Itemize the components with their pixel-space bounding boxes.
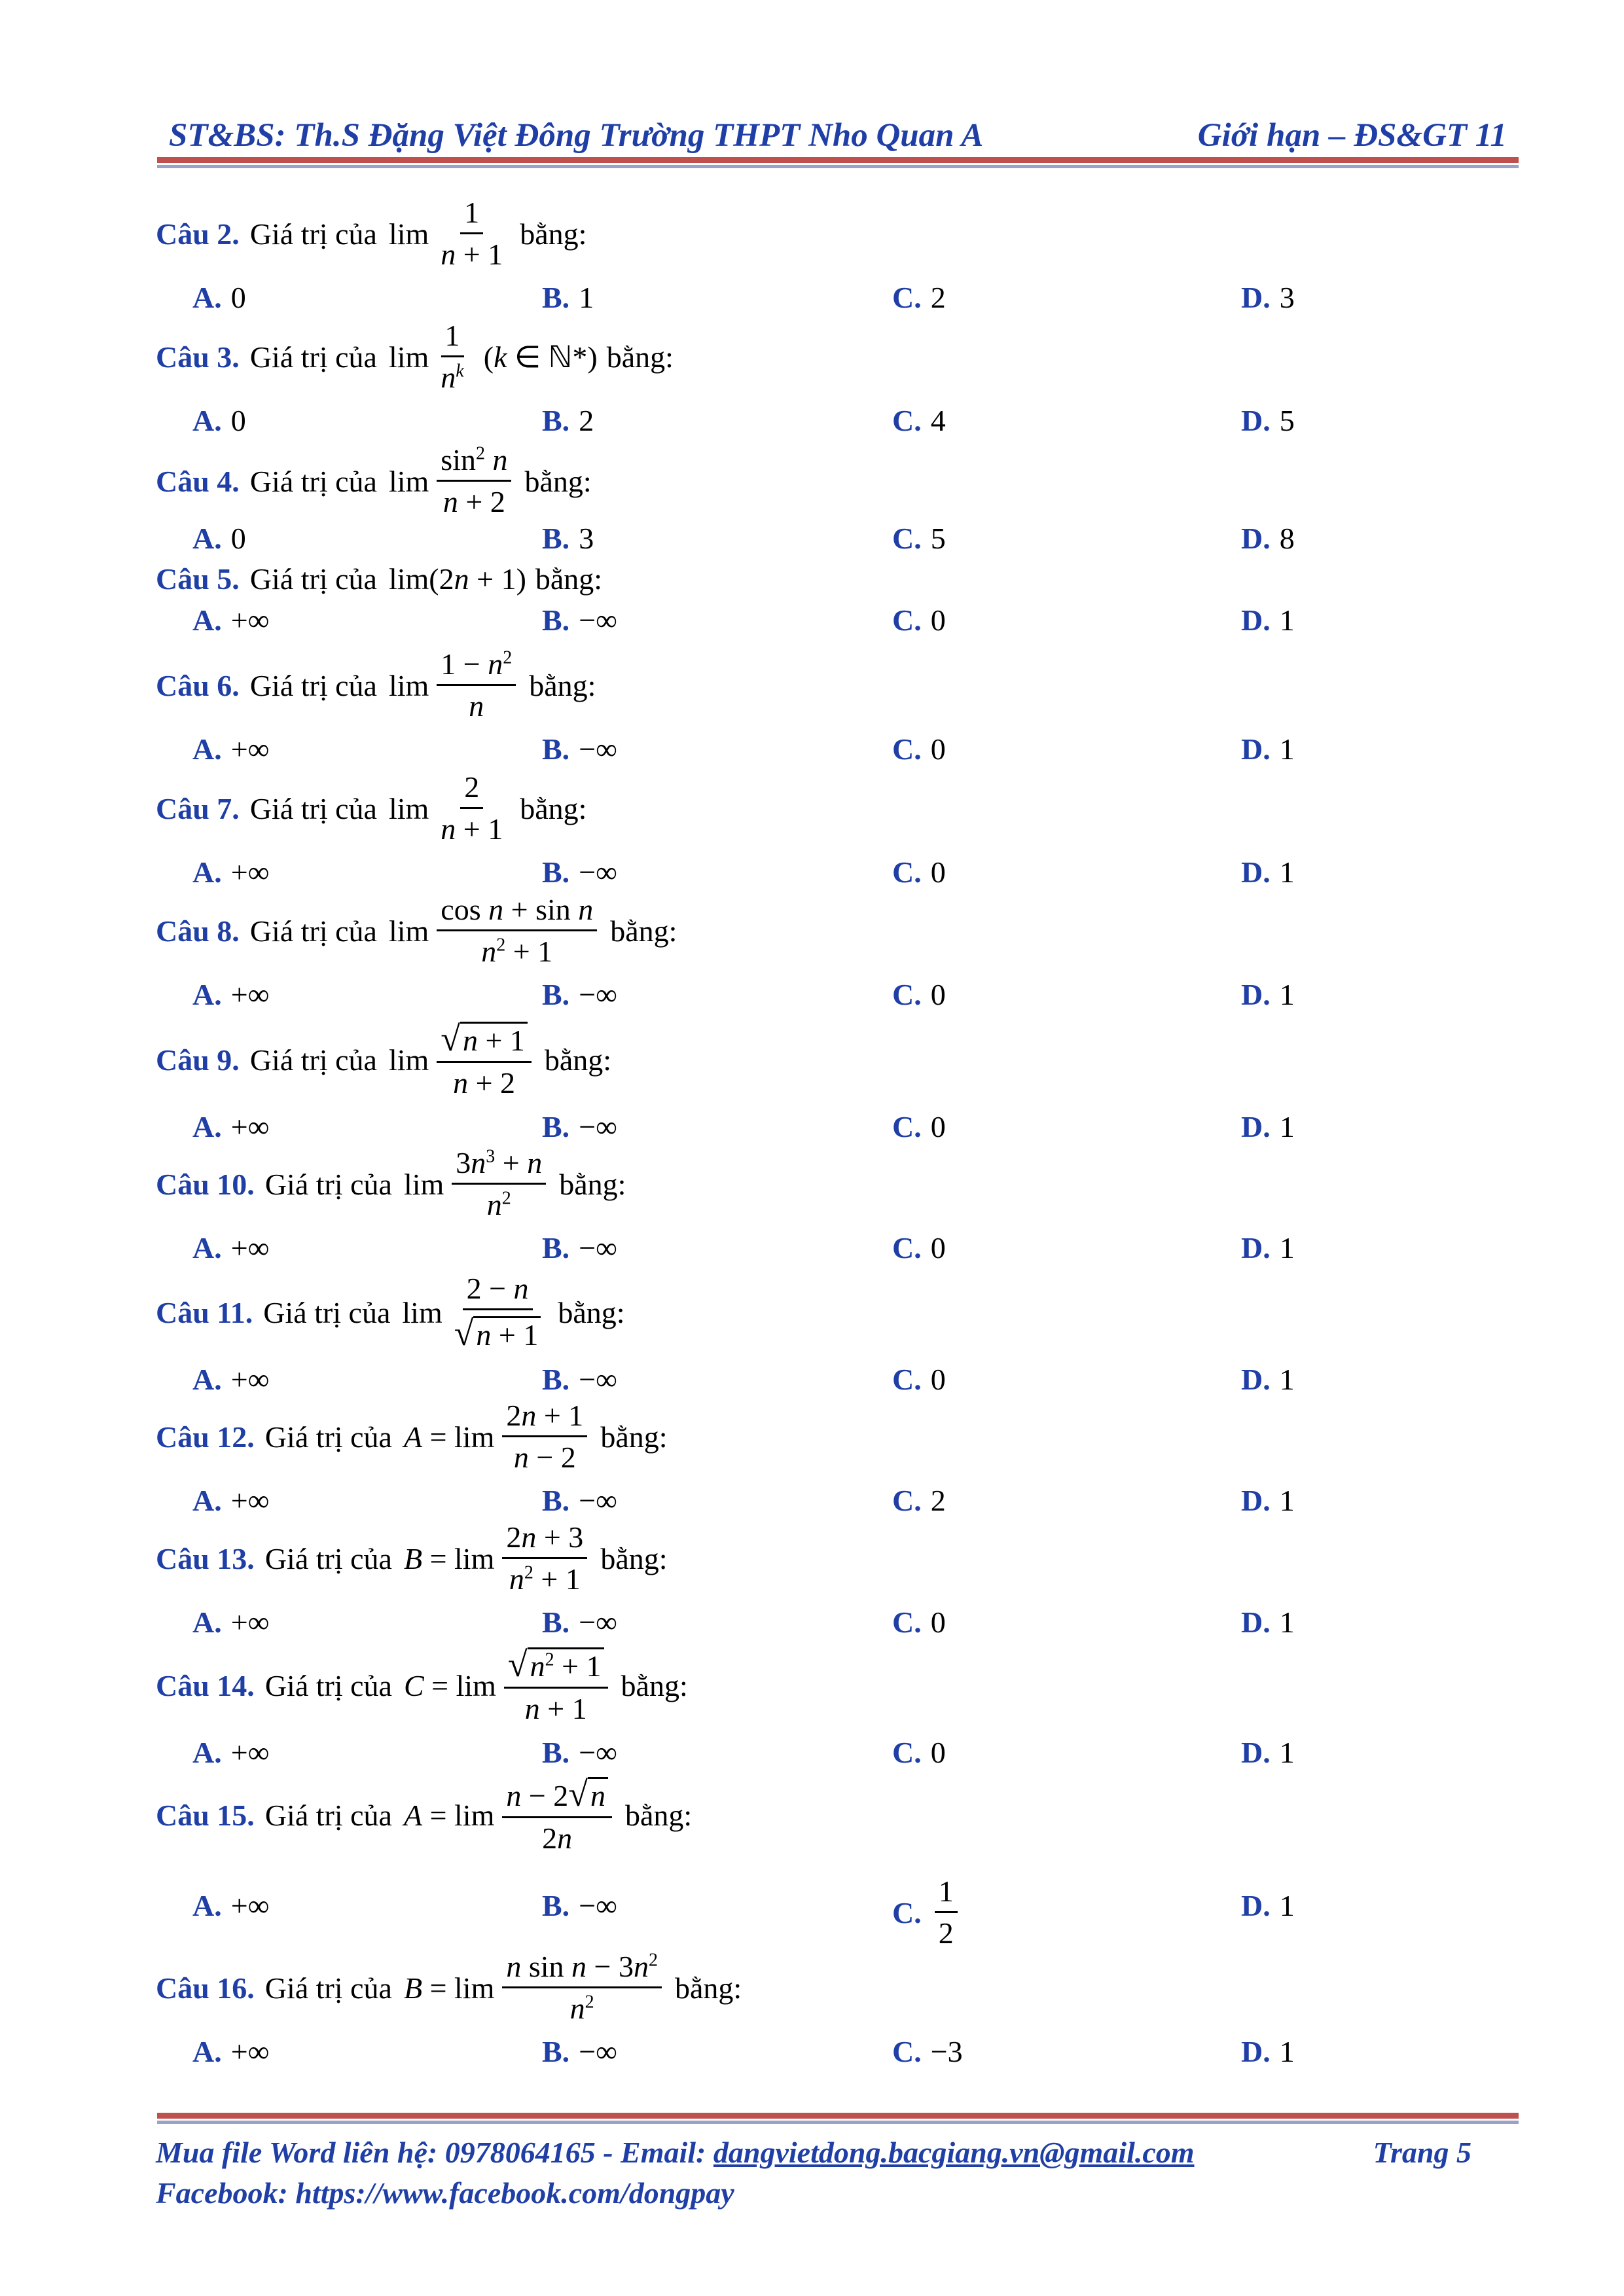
option-a[interactable]: A. +∞	[192, 1109, 270, 1143]
header-rule-secondary	[157, 165, 1519, 168]
question-label: Câu 15.	[156, 1798, 255, 1832]
option-a[interactable]: A. +∞	[192, 2035, 270, 2069]
question-label: Câu 7.	[156, 791, 240, 825]
question-label: Câu 9.	[156, 1043, 240, 1077]
option-b[interactable]: B. −∞	[542, 1362, 617, 1396]
question-text: Giá trị của	[249, 914, 377, 948]
footer-email-link[interactable]: dangvietdong.bacgiang.vn@gmail.com	[713, 2136, 1195, 2169]
option-c[interactable]: C. 0	[892, 1109, 946, 1143]
question-8	[156, 893, 1524, 1016]
question-text: Giá trị của	[249, 562, 377, 596]
question-formula: A = lim $\frac{n - 2√n}{2n}$	[404, 1775, 616, 1856]
question-tail: bằng:	[610, 914, 677, 948]
footer-facebook-link[interactable]: Facebook: https://www.facebook.com/dongpay	[156, 2176, 734, 2210]
option-c[interactable]: C. 0	[892, 1231, 946, 1265]
option-a[interactable]: A. +∞	[192, 1231, 270, 1265]
option-a[interactable]: A. +∞	[192, 1605, 270, 1640]
question-text: Giá trị của	[249, 1043, 377, 1077]
option-b[interactable]: B. −∞	[542, 1109, 617, 1143]
question-tail: bằng:	[520, 217, 587, 251]
question-formula: lim $\frac{1}{n^k}$ (k ∈ ℕ*)	[388, 319, 598, 394]
question-tail: bằng:	[559, 1167, 626, 1201]
question-13	[156, 1521, 1524, 1644]
header-author: ST&BS: Th.S Đặng Việt Đông Trường THPT Nho Quan A	[169, 117, 984, 154]
option-b[interactable]: B. −∞	[542, 978, 617, 1012]
option-d[interactable]: D. 1	[1241, 1735, 1295, 1769]
question-formula: B = lim $\frac{n \sin n - 3n^2}{n^2}$	[404, 1950, 666, 2025]
option-d[interactable]: D. 1	[1241, 1231, 1295, 1265]
question-4	[156, 444, 1524, 560]
question-label: Câu 2.	[156, 217, 240, 251]
option-d[interactable]: D. 1	[1241, 978, 1295, 1012]
question-text: Giá trị của	[264, 1798, 392, 1832]
question-5	[156, 562, 1524, 642]
question-tail: bằng:	[600, 1541, 668, 1575]
option-d[interactable]: D. 1	[1241, 603, 1295, 637]
question-text: Giá trị của	[249, 217, 377, 251]
page-header	[169, 110, 1507, 162]
question-text: Giá trị của	[264, 1668, 392, 1702]
option-b[interactable]: B. −∞	[542, 1735, 617, 1769]
option-d[interactable]: D. 1	[1241, 1484, 1295, 1518]
option-b[interactable]: B. −∞	[542, 2035, 617, 2069]
option-b[interactable]: B. −∞	[542, 1888, 617, 1922]
question-formula: lim $\frac{\sin^2 n}{n + 2}$	[389, 444, 516, 518]
question-tail: bằng:	[606, 340, 674, 374]
question-11	[156, 1272, 1524, 1401]
option-a[interactable]: A. +∞	[192, 732, 270, 766]
question-2	[156, 196, 1524, 319]
option-d[interactable]: D. 1	[1241, 855, 1295, 889]
question-7	[156, 771, 1524, 894]
option-c[interactable]: C. 0	[892, 1735, 946, 1769]
option-a[interactable]: A. +∞	[192, 1735, 270, 1769]
question-tail: bằng:	[600, 1420, 668, 1454]
question-10	[156, 1147, 1524, 1270]
question-text: Giá trị của	[249, 464, 377, 498]
option-c[interactable]: C. −3	[892, 2035, 963, 2069]
question-formula: A = lim $\frac{2n + 1}{n - 2}$	[404, 1399, 591, 1474]
question-3	[156, 319, 1524, 442]
question-label: Câu 3.	[156, 340, 240, 374]
footer-rule	[157, 2113, 1519, 2119]
question-label: Câu 8.	[156, 914, 240, 948]
question-label: Câu 12.	[156, 1420, 255, 1454]
option-a[interactable]: A. +∞	[192, 1362, 270, 1396]
option-d[interactable]: D. 1	[1241, 1109, 1295, 1143]
question-label: Câu 16.	[156, 1971, 255, 2005]
option-b[interactable]: B. −∞	[542, 1484, 617, 1518]
question-text: Giá trị của	[249, 340, 377, 374]
option-b[interactable]: B. −∞	[542, 855, 617, 889]
question-tail: bằng:	[558, 1295, 625, 1329]
question-text: Giá trị của	[264, 1167, 392, 1201]
header-rule	[157, 157, 1519, 163]
option-a[interactable]: A. 0	[192, 281, 246, 315]
question-formula: lim $\frac{\text{cos n + sin n}}{n^2 + 1}$	[389, 893, 601, 968]
question-formula: lim $\frac{√n + 1}{n + 2}$	[389, 1020, 535, 1100]
option-c[interactable]: C. 0	[892, 1362, 946, 1396]
option-a[interactable]: A. 0	[192, 404, 246, 438]
option-d[interactable]: D. 1	[1241, 1605, 1295, 1640]
question-label: Câu 10.	[156, 1167, 255, 1201]
question-text: Giá trị của	[264, 1420, 392, 1454]
question-16	[156, 1950, 1524, 2073]
option-a[interactable]: A. +∞	[192, 1484, 270, 1518]
option-d[interactable]: D. 5	[1241, 404, 1295, 438]
question-formula: C = lim $\frac{√n^2 + 1}{n + 1}$	[404, 1645, 612, 1726]
header-topic: Giới hạn – ĐS&GT 11	[1197, 117, 1507, 154]
option-b[interactable]: B. −∞	[542, 1605, 617, 1640]
question-formula: B = lim $\frac{2n + 3}{n^2 + 1}$	[404, 1521, 591, 1596]
option-a[interactable]: A. +∞	[192, 855, 270, 889]
page-footer	[156, 2135, 1471, 2216]
question-text: Giá trị của	[249, 791, 377, 825]
question-tail: bằng:	[535, 562, 603, 596]
option-d[interactable]: D. 1	[1241, 732, 1295, 766]
option-c[interactable]: C. 0	[892, 1605, 946, 1640]
question-text: Giá trị của	[263, 1295, 391, 1329]
question-formula: lim $\frac{2}{n + 1}$	[388, 770, 503, 846]
page-number: Trang 5	[1373, 2136, 1471, 2169]
question-label: Câu 4.	[156, 464, 240, 498]
option-c[interactable]: C. 2	[892, 1484, 946, 1518]
option-d[interactable]: D. 8	[1241, 522, 1295, 556]
option-c[interactable]: C. 4	[892, 404, 946, 438]
question-tail: bằng:	[621, 1668, 688, 1702]
question-6	[156, 648, 1524, 771]
question-tail: bằng:	[544, 1043, 612, 1077]
option-a[interactable]: A. +∞	[192, 603, 270, 637]
option-b[interactable]: B. 1	[542, 281, 594, 315]
option-b[interactable]: B. −∞	[542, 732, 617, 766]
option-a[interactable]: A. +∞	[192, 978, 270, 1012]
option-c[interactable]: C. 0	[892, 603, 946, 637]
option-c[interactable]: C. 0	[892, 855, 946, 889]
option-b[interactable]: B. 2	[542, 404, 594, 438]
question-text: Giá trị của	[264, 1541, 392, 1575]
question-label: Câu 6.	[156, 668, 240, 702]
option-c[interactable]: C. 2	[892, 281, 946, 315]
question-label: Câu 11.	[156, 1295, 253, 1329]
option-c[interactable]: C. $\frac{1}{2}$	[892, 1875, 962, 1950]
question-formula: lim $\frac{3n^3 + n}{n^2}$	[404, 1147, 550, 1221]
option-d[interactable]: D. 3	[1241, 281, 1295, 315]
option-d[interactable]: D. 1	[1241, 2035, 1295, 2069]
question-formula: lim $\frac{1 - n^2}{n}$	[389, 648, 520, 723]
question-label: Câu 14.	[156, 1668, 255, 1702]
option-a[interactable]: A. 0	[192, 522, 246, 556]
option-b[interactable]: B. −∞	[542, 603, 617, 637]
option-c-fraction: $\frac{1}{2}$	[935, 1875, 958, 1950]
option-d[interactable]: D. 1	[1241, 1362, 1295, 1396]
question-formula: lim(2n + 1)	[388, 562, 526, 596]
option-b[interactable]: B. −∞	[542, 1231, 617, 1265]
footer-contact: Mua file Word liên hệ: 0978064165 - Email: dangvietdong.bacgiang.vn@gmail.com	[156, 2136, 1195, 2169]
option-c[interactable]: C. 0	[892, 978, 946, 1012]
question-formula: lim $\frac{1}{n + 1}$	[388, 196, 503, 271]
footer-rule-secondary	[157, 2121, 1519, 2124]
question-12	[156, 1399, 1524, 1522]
question-text: Giá trị của	[264, 1971, 392, 2005]
question-text: Giá trị của	[249, 668, 377, 702]
question-tail: bằng:	[524, 464, 592, 498]
question-15	[156, 1774, 1524, 1950]
option-d[interactable]: D. 1	[1241, 1888, 1295, 1922]
question-9	[156, 1020, 1524, 1149]
question-formula: lim $\frac{2 - n}{√n + 1}$	[402, 1272, 549, 1353]
question-tail: bằng:	[624, 1798, 693, 1832]
question-label: Câu 5.	[156, 562, 240, 596]
question-14	[156, 1645, 1524, 1774]
question-tail: bằng:	[675, 1971, 742, 2005]
option-b[interactable]: B. 3	[542, 522, 594, 556]
option-c[interactable]: C. 0	[892, 732, 946, 766]
question-tail: bằng:	[520, 791, 587, 825]
question-label: Câu 13.	[156, 1541, 255, 1575]
option-c[interactable]: C. 5	[892, 522, 946, 556]
option-a[interactable]: A. +∞	[192, 1888, 270, 1922]
question-tail: bằng:	[529, 668, 596, 702]
